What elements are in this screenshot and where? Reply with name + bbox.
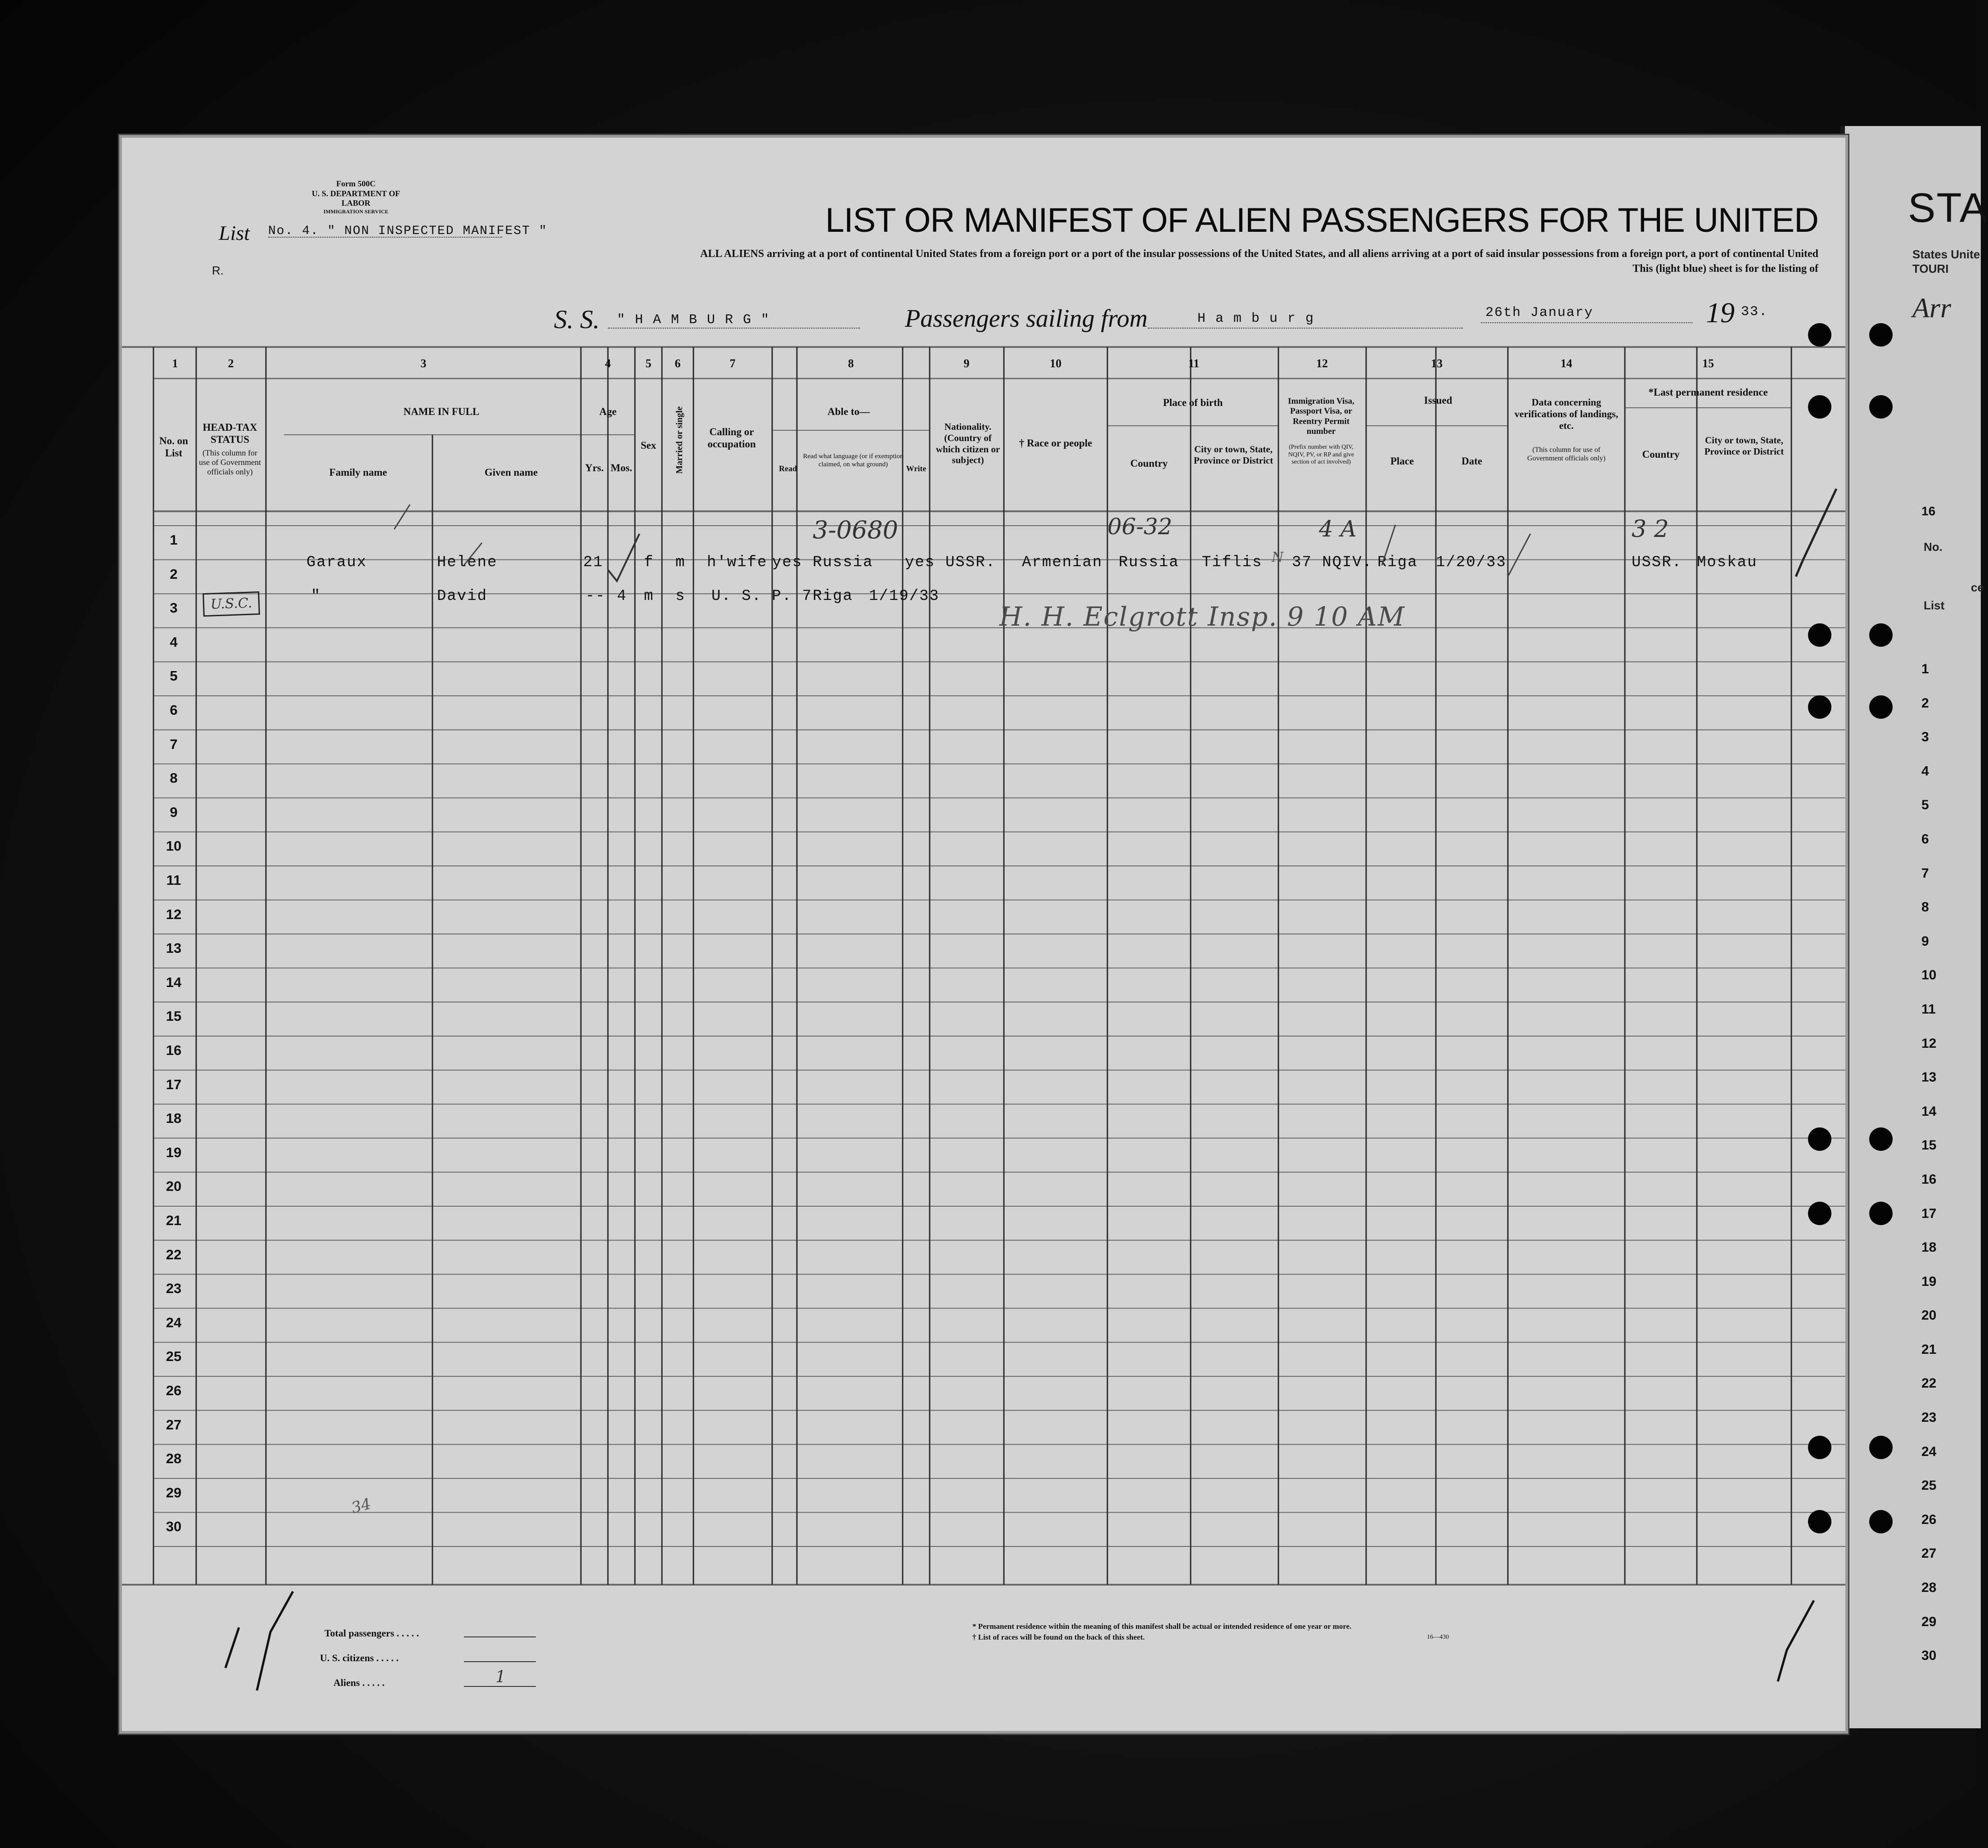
next-page-col-head-2: List: [1924, 599, 1945, 612]
header-issued-place: Place: [1390, 455, 1414, 467]
header-visa: Immigration Visa, Passport Visa, or Reentry Permit number: [1288, 397, 1354, 437]
row-number: 17: [166, 1076, 182, 1092]
row1-birth-country: Russia: [1119, 554, 1179, 571]
next-page-col-number: 16: [1921, 504, 1936, 518]
row-number: 20: [166, 1178, 182, 1194]
header-res-city: City or town, State, Province or District: [1704, 435, 1784, 457]
row1-given: Helene: [437, 554, 498, 571]
next-page-row-number: 5: [1921, 798, 1929, 813]
header-yrs: Yrs.: [585, 462, 604, 473]
header-family-name: Family name: [329, 467, 387, 478]
binder-hole: [1808, 623, 1831, 647]
row-number: 22: [166, 1246, 182, 1262]
next-page-col-head-3: ce: [1971, 581, 1984, 594]
row29-mark: 34: [349, 1495, 373, 1517]
next-page-row-number: 15: [1921, 1138, 1937, 1153]
next-page-row-number: 23: [1921, 1410, 1937, 1425]
column-number: 15: [1702, 357, 1714, 370]
next-page-col-head-1: No.: [1924, 540, 1943, 554]
next-page-row-number: 11: [1921, 1001, 1936, 1017]
binder-hole: [1808, 1127, 1831, 1151]
next-page-row-number: 18: [1921, 1240, 1937, 1255]
column-number: 1: [172, 357, 178, 370]
next-page-title: STA: [1908, 185, 1988, 231]
manifest-sheet: [119, 135, 1848, 1734]
row1-visa: 37 NQIV.: [1292, 554, 1373, 571]
row1-res-city: Moskau: [1697, 554, 1758, 571]
binder-hole: [1808, 323, 1831, 347]
header-write: Write: [906, 464, 927, 473]
subtitle-2: This (light blue) sheet is for the listing of: [1633, 263, 1818, 275]
list-value: No. 4. " NON INSPECTED MANIFEST ": [268, 224, 548, 238]
column-number: 12: [1316, 357, 1328, 370]
header-read: Read: [779, 464, 797, 473]
next-page-row-number: 19: [1921, 1274, 1937, 1289]
next-page-row-number: 12: [1921, 1036, 1937, 1051]
footer-note-2: † List of races will be found on the back of this sheet.: [972, 1633, 1145, 1641]
column-number: 3: [420, 357, 427, 370]
next-page-row-number: 1: [1921, 662, 1929, 676]
next-page-row-number: 17: [1921, 1206, 1937, 1221]
row-number: 1: [170, 532, 178, 548]
row2-write: 1/19/33: [869, 588, 940, 605]
row1-yrs: 21: [583, 554, 603, 571]
row-number: 7: [170, 736, 178, 752]
row-number: 12: [166, 906, 182, 922]
next-page-row-number: 13: [1921, 1070, 1937, 1085]
header-age: Age: [599, 406, 617, 417]
row-number: 11: [166, 872, 181, 888]
row1-issued-place: Riga: [1377, 554, 1418, 571]
row1-issued-date: 1/20/33: [1436, 554, 1507, 571]
sailing-label: Passengers sailing from: [905, 305, 1148, 333]
header-sex: Sex: [640, 440, 657, 451]
footer-aliens: Aliens . . . . .: [333, 1677, 385, 1688]
header-married: Married or single: [675, 406, 685, 474]
residence-code-annotation: 3 2: [1632, 516, 1669, 543]
check-marks: [122, 138, 1845, 1731]
header-name-in-full: NAME IN FULL: [403, 406, 480, 417]
binder-hole: [1869, 695, 1893, 719]
ship-name: " H A M B U R G ": [617, 312, 770, 328]
binder-hole: [1869, 395, 1893, 419]
list-label: List: [219, 221, 250, 244]
footer-total-passengers: Total passengers . . . . .: [324, 1627, 419, 1639]
column-number: 8: [848, 357, 854, 370]
row-number: 3: [170, 600, 178, 616]
next-page-row-number: 6: [1921, 831, 1929, 847]
binder-hole: [1869, 1127, 1893, 1151]
year-suffix: 33.: [1741, 304, 1768, 320]
next-page-row-number: 29: [1921, 1614, 1937, 1629]
footer-aliens-value: 1: [495, 1668, 506, 1686]
row2-married: s: [675, 588, 686, 605]
row1-calling: h'wife: [707, 554, 768, 571]
column-number: 4: [605, 357, 611, 370]
row1-nationality: USSR.: [945, 554, 996, 571]
binder-hole: [1808, 395, 1831, 419]
next-page-row-number: 3: [1921, 730, 1929, 745]
next-page-row-number: 16: [1921, 1172, 1937, 1187]
column-number: 2: [228, 357, 234, 370]
row-number: 25: [166, 1348, 182, 1365]
row1-birth-city: Tiflis: [1202, 554, 1263, 571]
r-label: R.: [212, 264, 224, 277]
next-page-row-number: 26: [1921, 1512, 1937, 1527]
next-page-row-number: 30: [1921, 1648, 1937, 1663]
binder-hole: [1869, 1510, 1893, 1533]
header-visa-note: (Prefix number with QIV, NQIV, PV, or RP and give section of act involved): [1288, 444, 1354, 466]
header-calling: Calling or occupation: [707, 426, 756, 450]
column-number: 7: [729, 357, 736, 370]
next-page-row-number: 22: [1921, 1376, 1937, 1391]
binder-hole: [1808, 1202, 1831, 1225]
next-page-row-number: 28: [1921, 1580, 1937, 1596]
binder-hole: [1808, 695, 1831, 719]
row1-race: Armenian: [1022, 554, 1103, 571]
next-page-strip: [1840, 126, 1988, 1728]
next-page-row-number: 20: [1921, 1308, 1937, 1323]
header-no-on-list: No. on List: [159, 435, 188, 459]
row1-married: m: [675, 554, 686, 571]
row-number: 9: [170, 804, 178, 820]
column-number: 5: [645, 357, 652, 370]
row-number: 2: [170, 566, 178, 582]
header-place-of-birth: Place of birth: [1163, 397, 1223, 408]
binder-hole: [1808, 1436, 1831, 1459]
header-data-verification: Data concerning verifications of landings, etc.: [1514, 397, 1619, 431]
row-number: 18: [166, 1110, 182, 1127]
header-given-name: Given name: [484, 467, 538, 478]
binder-hole: [1869, 1436, 1893, 1459]
header-mos: Mos.: [611, 462, 632, 473]
footer-note-1: * Permanent residence within the meaning of this manifest shall be actual or intended residence of one year or more.: [972, 1622, 1352, 1631]
ss-label: S. S.: [554, 305, 600, 334]
row2-family: ": [311, 588, 321, 605]
row2-mos: 4: [617, 588, 627, 605]
header-last-residence: *Last permanent residence: [1648, 387, 1768, 398]
visa-code-annotation: 4 A: [1319, 516, 1357, 542]
row-number: 5: [170, 668, 178, 684]
header-issued-date: Date: [1462, 455, 1482, 467]
row-number: 6: [170, 702, 178, 718]
binder-hole: [1808, 1510, 1831, 1533]
next-page-row-number: 25: [1921, 1478, 1937, 1493]
row-number: 30: [166, 1519, 182, 1535]
header-race: † Race or people: [1019, 437, 1093, 449]
header-birth-country: Country: [1130, 458, 1168, 469]
row2-yrs: --: [585, 588, 606, 605]
page-title: LIST OR MANIFEST OF ALIEN PASSENGERS FOR THE UNITED: [825, 201, 1818, 239]
header-res-country: Country: [1642, 449, 1680, 460]
row-number: 8: [170, 770, 178, 786]
header-head-tax-note: (This column for use of Government officials only): [199, 448, 261, 477]
binder-hole: [1869, 1202, 1893, 1225]
next-page-row-number: 4: [1921, 763, 1929, 779]
year-prefix: 19: [1706, 297, 1735, 329]
column-number: 13: [1431, 357, 1443, 370]
row-number: 21: [166, 1212, 182, 1228]
row-number: 28: [166, 1451, 182, 1467]
header-issued: Issued: [1424, 395, 1453, 406]
row1-sex: f: [644, 554, 654, 571]
row-number: 19: [166, 1144, 182, 1160]
column-number: 6: [675, 357, 681, 370]
row-number: 26: [166, 1383, 182, 1398]
service: IMMIGRATION SERVICE: [323, 208, 389, 215]
row-number: 27: [166, 1416, 182, 1433]
row1-family: Garaux: [306, 554, 367, 571]
row-number: 16: [166, 1042, 182, 1058]
row2-sex: m: [644, 588, 654, 605]
row1-read: yes: [772, 554, 803, 571]
form-number: Form 500C: [336, 179, 376, 188]
next-page-line-3: Arr: [1912, 293, 1952, 324]
row2-given: David: [437, 588, 488, 605]
next-page-row-number: 8: [1921, 900, 1929, 915]
next-page-row-numbers: [1921, 662, 1957, 1682]
inspector-signature: H. H. Eclgrott Insp. 9 10 AM: [999, 601, 1405, 632]
binder-hole: [1869, 623, 1893, 647]
footer-form-code: 16—430: [1427, 1634, 1449, 1641]
visa-prefix-annotation: N: [1272, 550, 1284, 565]
header-able-to: Able to—: [828, 406, 870, 417]
department: U. S. DEPARTMENT OF LABOR: [311, 189, 400, 208]
header-head-tax: HEAD-TAX STATUS: [202, 422, 257, 446]
row-number: 23: [166, 1280, 182, 1297]
row-number: 4: [170, 634, 178, 650]
header-read-language: Read what language (or if exemption claimed, on what ground): [803, 453, 904, 468]
next-page-row-number: 9: [1921, 933, 1929, 949]
footer-us-citizens: U. S. citizens . . . . .: [320, 1652, 399, 1663]
birth-code-annotation: 06-32: [1107, 514, 1173, 540]
row1-language: Russia: [813, 554, 873, 571]
column-number: 9: [963, 357, 970, 370]
row-number: 14: [166, 974, 182, 990]
next-page-row-number: 21: [1921, 1342, 1937, 1357]
row1-write: yes: [905, 554, 936, 571]
column-number: 10: [1050, 357, 1061, 370]
binder-hole: [1869, 323, 1893, 347]
column-number: 14: [1561, 357, 1572, 370]
row-number: 24: [166, 1314, 182, 1330]
row-number: 13: [166, 940, 182, 956]
row1-res-country: USSR.: [1632, 554, 1682, 571]
header-data-verification-note: (This column for use of Government officials only): [1527, 446, 1606, 462]
next-page-line-2: TOURI: [1912, 262, 1949, 275]
header-nationality: Nationality. (Country of which citizen or subject): [936, 421, 1000, 466]
next-page-row-number: 27: [1921, 1546, 1937, 1561]
departure-port: H a m b u r g: [1197, 311, 1315, 326]
footer-us-line: [464, 1661, 536, 1662]
row-number: 29: [166, 1484, 182, 1501]
next-page-row-number: 2: [1921, 695, 1929, 711]
column-number: 11: [1188, 357, 1200, 370]
subtitle-1: ALL ALIENS arriving at a port of continental United States from a foreign port or a port of the insular possessions of the United States, and all aliens arriving at a port of said insular possessions from a foreign port, a port of continental United: [700, 248, 1818, 260]
next-page-line-1: States Unite: [1912, 248, 1980, 261]
next-page-row-number: 10: [1921, 968, 1937, 983]
header-birth-city: City or town, State, Province or District: [1193, 444, 1273, 466]
next-page-row-number: 14: [1921, 1104, 1937, 1119]
next-page-row-number: 7: [1921, 865, 1929, 881]
next-page-row-number: 24: [1921, 1444, 1937, 1459]
row2-language: Riga: [813, 588, 853, 605]
row-number: 15: [166, 1008, 182, 1024]
sailing-date: 26th January: [1485, 305, 1594, 320]
row-number: 10: [166, 838, 182, 854]
footer-total-line: [464, 1636, 536, 1637]
lang-code-annotation: 3-0680: [813, 516, 899, 544]
head-tax-stamp: U.S.C.: [202, 591, 260, 617]
row2-calling: U. S. P. 7: [711, 588, 813, 605]
